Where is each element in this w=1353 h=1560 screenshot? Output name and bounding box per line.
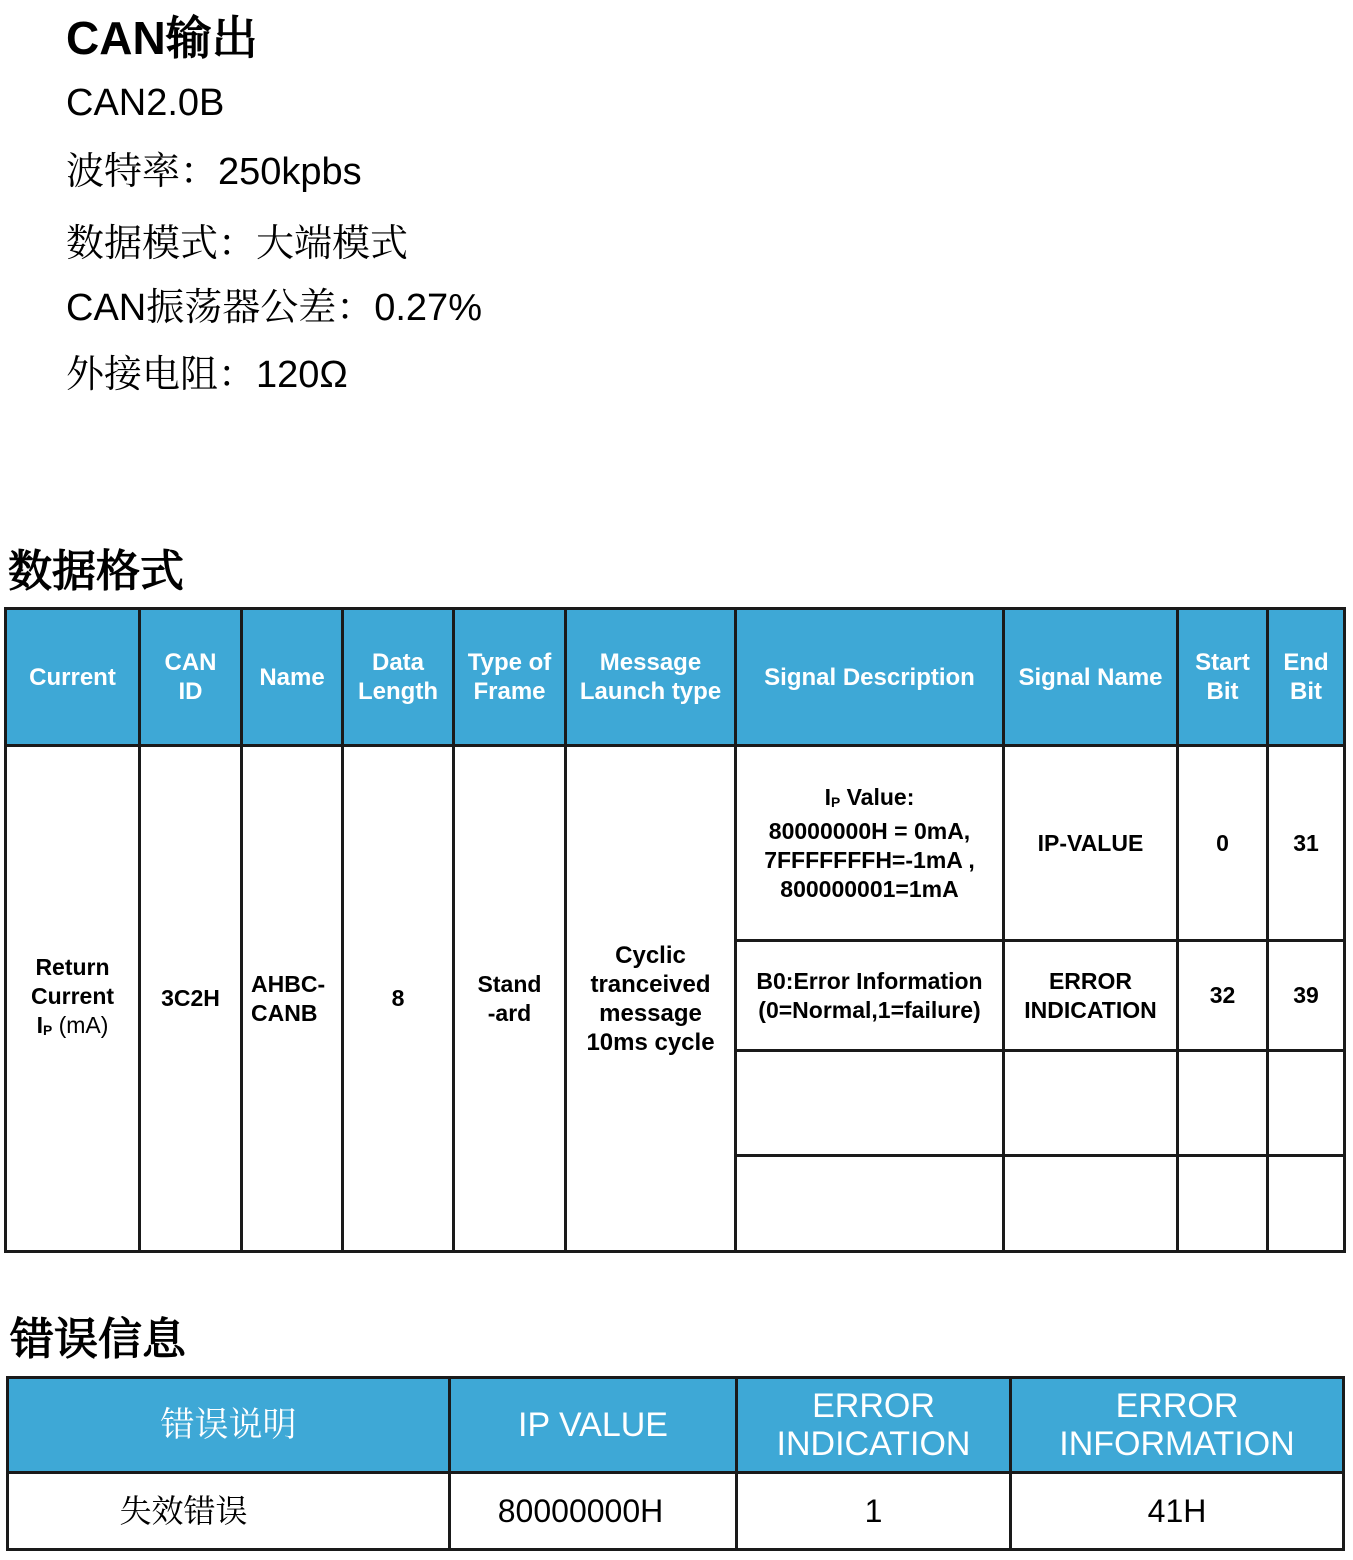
current-line1: Return bbox=[35, 953, 110, 980]
spec-data-mode: 数据模式：大端模式 bbox=[66, 223, 409, 265]
header-data-length: Data Length bbox=[343, 609, 454, 746]
cell-start-bit-error: 32 bbox=[1178, 941, 1268, 1051]
data-format-table bbox=[4, 607, 1346, 1253]
error-info-table bbox=[6, 1376, 1345, 1551]
header-error-information: ERROR INFORMATION bbox=[1011, 1378, 1344, 1473]
cell-end-bit-ip: 31 bbox=[1268, 746, 1345, 941]
cell-launch-type: Cyclic tranceived message 10ms cycle bbox=[566, 746, 736, 1252]
cell-error-information: 41H bbox=[1011, 1473, 1344, 1550]
header-can-id: CAN ID bbox=[140, 609, 242, 746]
data-format-header-row bbox=[6, 609, 1345, 746]
spec-protocol: CAN2.0B bbox=[66, 82, 225, 124]
spec-external-resistor: 外接电阻：120Ω bbox=[66, 354, 348, 396]
error-info-header-row bbox=[8, 1378, 1344, 1473]
cell-can-id: 3C2H bbox=[140, 746, 242, 1252]
signal-desc-error-values: (0=Normal,1=failure) bbox=[758, 996, 981, 1023]
spec-oscillator-tolerance: CAN振荡器公差：0.27% bbox=[66, 287, 482, 329]
empty-cell bbox=[1004, 1156, 1178, 1252]
header-frame-type: Type of Frame bbox=[454, 609, 566, 746]
error-info-title: 错误信息 bbox=[10, 1315, 186, 1364]
cell-signal-name-error: ERROR INDICATION bbox=[1004, 941, 1178, 1051]
header-start-bit: Start Bit bbox=[1178, 609, 1268, 746]
cell-name: AHBC-CANB bbox=[242, 746, 343, 1252]
error-info-row bbox=[8, 1473, 1344, 1550]
cell-start-bit-ip: 0 bbox=[1178, 746, 1268, 941]
header-end-bit: End Bit bbox=[1268, 609, 1345, 746]
header-launch-type: Message Launch type bbox=[566, 609, 736, 746]
header-signal-name: Signal Name bbox=[1004, 609, 1178, 746]
cell-signal-name-ip: IP-VALUE bbox=[1004, 746, 1178, 941]
empty-cell bbox=[736, 1051, 1004, 1156]
cell-end-bit-error: 39 bbox=[1268, 941, 1345, 1051]
signal-desc-ip-label: $I_P$ Value: bbox=[824, 783, 915, 810]
cell-error-indication: 1 bbox=[737, 1473, 1011, 1550]
data-format-title: 数据格式 bbox=[8, 547, 184, 596]
empty-cell bbox=[1268, 1156, 1345, 1252]
header-current: Current bbox=[6, 609, 140, 746]
header-error-indication: ERROR INDICATION bbox=[737, 1378, 1011, 1473]
empty-cell bbox=[1268, 1051, 1345, 1156]
cell-signal-description-ip bbox=[736, 746, 1004, 941]
cell-signal-description-error bbox=[736, 941, 1004, 1051]
can-output-title: CAN输出 bbox=[66, 12, 258, 64]
signal-desc-ip-values: 80000000H = 0mA, 7FFFFFFFH=-1mA , 800000001=1mA bbox=[764, 817, 975, 902]
cell-current bbox=[6, 746, 140, 1252]
empty-cell bbox=[1004, 1051, 1178, 1156]
current-symbol-line: $I_P$ (mA) bbox=[36, 1011, 109, 1038]
cell-ip-value: 80000000H bbox=[450, 1473, 737, 1550]
cell-data-length: 8 bbox=[343, 746, 454, 1252]
header-name: Name bbox=[242, 609, 343, 746]
cell-frame-type: Stand-ard bbox=[454, 746, 566, 1252]
signal-row-ip-value bbox=[6, 746, 1345, 941]
header-error-description: 错误说明 bbox=[8, 1378, 450, 1473]
signal-desc-error-label: B0:Error Information bbox=[756, 967, 983, 994]
cell-error-description: 失效错误 bbox=[8, 1473, 450, 1550]
empty-cell bbox=[1178, 1051, 1268, 1156]
empty-cell bbox=[736, 1156, 1004, 1252]
header-ip-value: IP VALUE bbox=[450, 1378, 737, 1473]
current-line2: Current bbox=[30, 982, 115, 1009]
spec-baud-rate: 波特率：250kpbs bbox=[66, 151, 362, 193]
header-signal-description: Signal Description bbox=[736, 609, 1004, 746]
empty-cell bbox=[1178, 1156, 1268, 1252]
